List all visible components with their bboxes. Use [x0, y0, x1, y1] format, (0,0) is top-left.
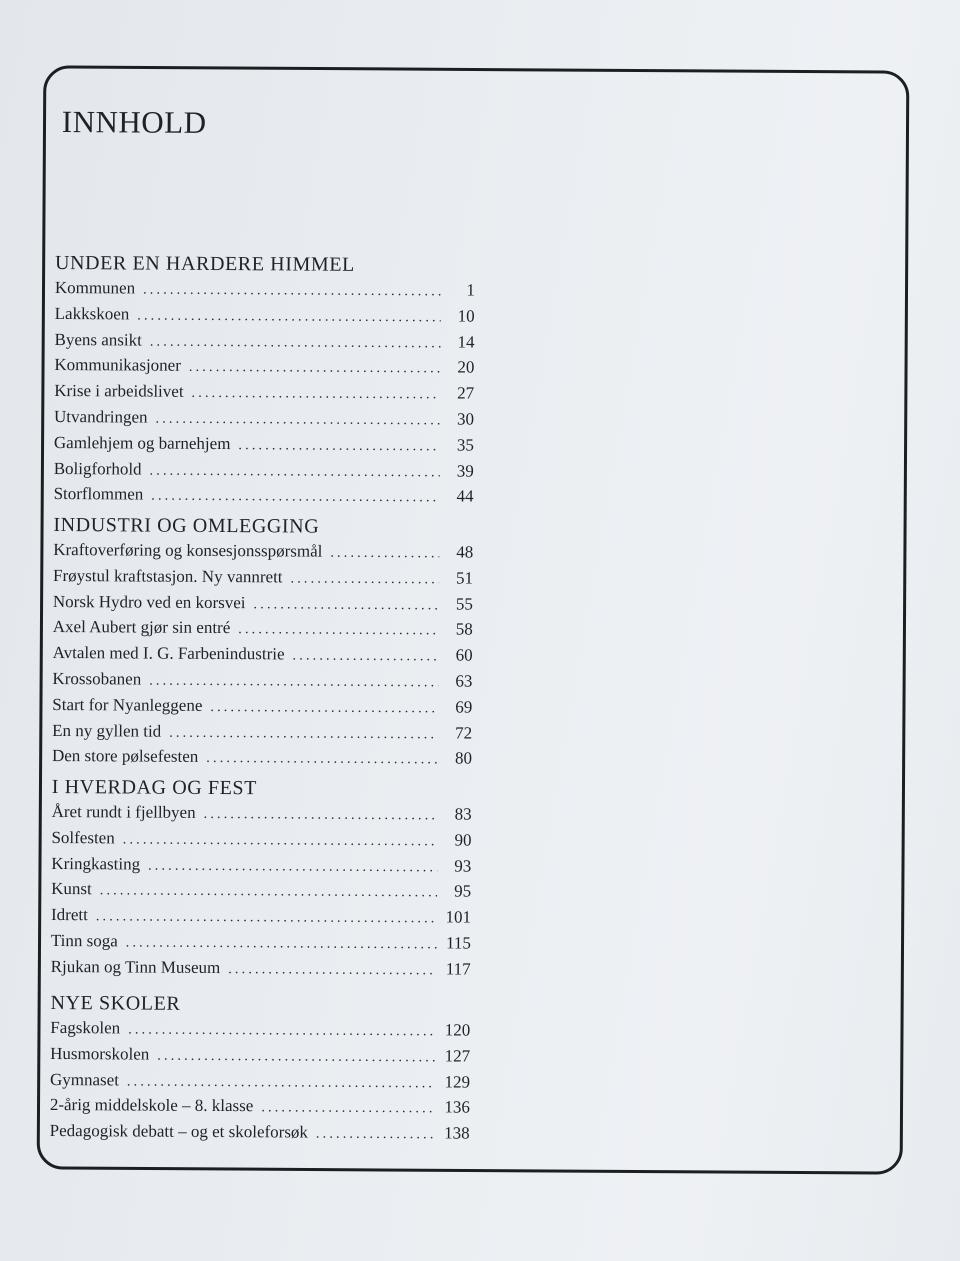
toc-entry: [53, 590, 473, 618]
toc-entry-page-number: 120: [444, 1020, 471, 1040]
dot-leader: [126, 931, 437, 957]
toc-entry-title: Krise i arbeidslivet: [54, 381, 184, 401]
toc-entry-title: Året rundt i fjellbyen: [51, 801, 196, 822]
toc-entry-title: En ny gyllen tid: [52, 720, 162, 741]
toc-entry-page-number: 35: [456, 435, 474, 455]
dot-leader: [151, 485, 439, 511]
toc-entry-page-number: 83: [454, 804, 472, 824]
toc-entry-title: Krossobanen: [52, 668, 142, 689]
toc-entry-title: Avtalen med I. G. Farbenindustrie: [52, 643, 285, 664]
toc-entry-page-number: 1: [466, 280, 475, 300]
toc-section-industri-og-omlegging: [52, 512, 474, 773]
toc-entry: [51, 826, 471, 854]
toc-entry-page-number: 20: [457, 357, 475, 377]
dot-leader: [330, 542, 439, 566]
toc-entry-title: 2-årig middelskole – 8. klasse: [49, 1095, 254, 1116]
toc-entry: [54, 431, 474, 459]
toc-entry: [55, 276, 475, 304]
toc-section-i-hverdag-og-fest: [51, 774, 472, 983]
toc-entry-title: Fagskolen: [50, 1017, 121, 1038]
dot-leader: [155, 408, 440, 434]
toc-entry-title: Gamlehjem og barnehjem: [53, 432, 231, 453]
toc-entry-page-number: 27: [457, 383, 475, 403]
toc-entry: [50, 1068, 470, 1096]
toc-entry-page-number: 93: [454, 856, 472, 876]
toc-entry-title: Frøystul kraftstasjon. Ny vannrett: [53, 565, 283, 587]
toc-entry: [52, 744, 472, 772]
toc-entry-page-number: 117: [445, 959, 471, 979]
toc-entry: [51, 877, 471, 905]
dot-leader: [157, 1044, 436, 1069]
dot-leader: [150, 330, 441, 356]
toc-entry-title: Gymnaset: [49, 1069, 120, 1089]
toc-entry-title: Kringkasting: [51, 853, 141, 874]
toc-entry-page-number: 39: [456, 461, 474, 481]
toc-entry: [52, 719, 472, 747]
toc-entry-title: Husmorskolen: [50, 1043, 150, 1064]
toc-entry: [51, 955, 471, 983]
dot-leader: [316, 1123, 436, 1148]
dot-leader: [128, 1018, 436, 1044]
toc-entry-page-number: 51: [456, 568, 474, 588]
dot-leader: [206, 747, 438, 772]
toc-entry: [54, 457, 474, 485]
dot-leader: [191, 382, 440, 407]
toc-entry-title: Pedagogisk debatt – og et skoleforsøk: [49, 1121, 309, 1142]
toc-entry-title: Kommunen: [54, 277, 136, 298]
dot-leader: [148, 854, 437, 880]
section-heading: UNDER EN HARDERE HIMMEL: [54, 251, 355, 276]
toc-entry: [51, 903, 471, 931]
toc-entry-title: Lakkskoen: [54, 303, 130, 324]
toc-entry-page-number: 63: [455, 671, 473, 691]
dot-leader: [96, 905, 437, 931]
toc-entry-page-number: 136: [444, 1097, 470, 1117]
dot-leader: [204, 803, 438, 828]
toc-section-under-en-hardere-himmel: [54, 250, 476, 511]
toc-entry-page-number: 30: [457, 409, 475, 429]
toc-entry-page-number: 58: [455, 619, 473, 639]
toc-entry-page-number: 80: [454, 748, 473, 768]
toc-entry-page-number: 127: [444, 1046, 471, 1066]
toc-entry: [54, 405, 474, 433]
toc-entry-page-number: 69: [455, 697, 473, 717]
toc-entry-title: Den store pølsefesten: [51, 746, 199, 767]
toc-entry: [52, 693, 472, 721]
toc-entry-title: Kraftoverføring og konsesjonsspørsmål: [53, 539, 323, 561]
toc-entry-page-number: 115: [445, 933, 471, 953]
dot-leader: [100, 880, 438, 906]
dot-leader: [169, 721, 438, 746]
toc-entry-page-number: 60: [455, 645, 473, 665]
toc-entry: [50, 1016, 470, 1044]
toc-entry: [54, 328, 474, 356]
toc-entry-title: Rjukan og Tinn Museum: [50, 956, 221, 977]
toc-entry-title: Storflommen: [53, 484, 144, 504]
toc-entry: [53, 615, 473, 643]
toc-entry-title: Kunst: [51, 879, 92, 899]
dot-leader: [189, 356, 441, 381]
dot-leader: [253, 593, 439, 618]
toc-entry-page-number: 95: [454, 881, 472, 901]
dot-leader: [127, 1070, 436, 1096]
dot-leader: [137, 304, 441, 330]
page-title: INNHOLD: [61, 104, 207, 140]
toc-entry: [50, 1042, 470, 1070]
dot-leader: [149, 670, 438, 696]
toc-entry-title: Solfesten: [51, 827, 115, 848]
toc-entry-page-number: 101: [445, 907, 472, 927]
toc-entry-title: Tinn soga: [50, 930, 118, 951]
section-heading: I HVERDAG OG FEST: [51, 775, 258, 800]
dot-leader: [143, 279, 441, 305]
toc-entry-title: Axel Aubert gjør sin entré: [52, 617, 231, 638]
section-heading: NYE SKOLER: [50, 991, 181, 1015]
dot-leader: [293, 645, 439, 670]
toc-entry-page-number: 10: [457, 306, 475, 326]
toc-entry: [53, 538, 473, 566]
toc-entry: [55, 302, 475, 330]
toc-entry: [51, 852, 471, 880]
toc-entry: [54, 379, 474, 407]
dot-leader: [238, 619, 439, 644]
toc-entry-title: Start for Nyanleggene: [52, 694, 203, 715]
toc-entry-title: Boligforhold: [53, 458, 142, 479]
toc-entry-title: Utvandringen: [54, 406, 148, 427]
dot-leader: [210, 696, 438, 721]
toc-entry: [50, 1119, 470, 1147]
toc-entry-title: Idrett: [50, 905, 88, 925]
toc-entry: [52, 667, 472, 695]
toc-entry: [53, 641, 473, 669]
toc-entry-page-number: 48: [456, 542, 474, 562]
toc-entry-title: Kommunikasjoner: [54, 355, 181, 376]
toc-entry: [50, 1093, 470, 1121]
section-heading: INDUSTRI OG OMLEGGING: [53, 513, 320, 538]
toc-entry: [52, 800, 472, 828]
dot-leader: [123, 828, 438, 854]
toc-entry-title: Norsk Hydro ved en korsvei: [52, 591, 246, 612]
dot-leader: [238, 434, 440, 459]
toc-entry: [53, 564, 473, 592]
dot-leader: [290, 567, 439, 592]
dot-leader: [150, 459, 440, 485]
toc-entry: [54, 353, 474, 381]
toc-entry-page-number: 129: [444, 1071, 471, 1092]
toc-entry-page-number: 72: [455, 723, 473, 743]
dot-leader: [261, 1097, 436, 1122]
dot-leader: [228, 958, 437, 983]
toc-section-nye-skoler: [50, 990, 471, 1148]
toc-entry-page-number: 55: [455, 594, 473, 614]
toc-entry-page-number: 138: [444, 1123, 470, 1143]
toc-entry-page-number: 44: [456, 486, 474, 506]
toc-entry: [54, 482, 474, 510]
toc-entry-page-number: 90: [454, 830, 472, 850]
toc-entry-page-number: 14: [457, 332, 475, 352]
toc-entry: [51, 929, 471, 957]
toc-entry-title: Byens ansikt: [54, 329, 142, 350]
